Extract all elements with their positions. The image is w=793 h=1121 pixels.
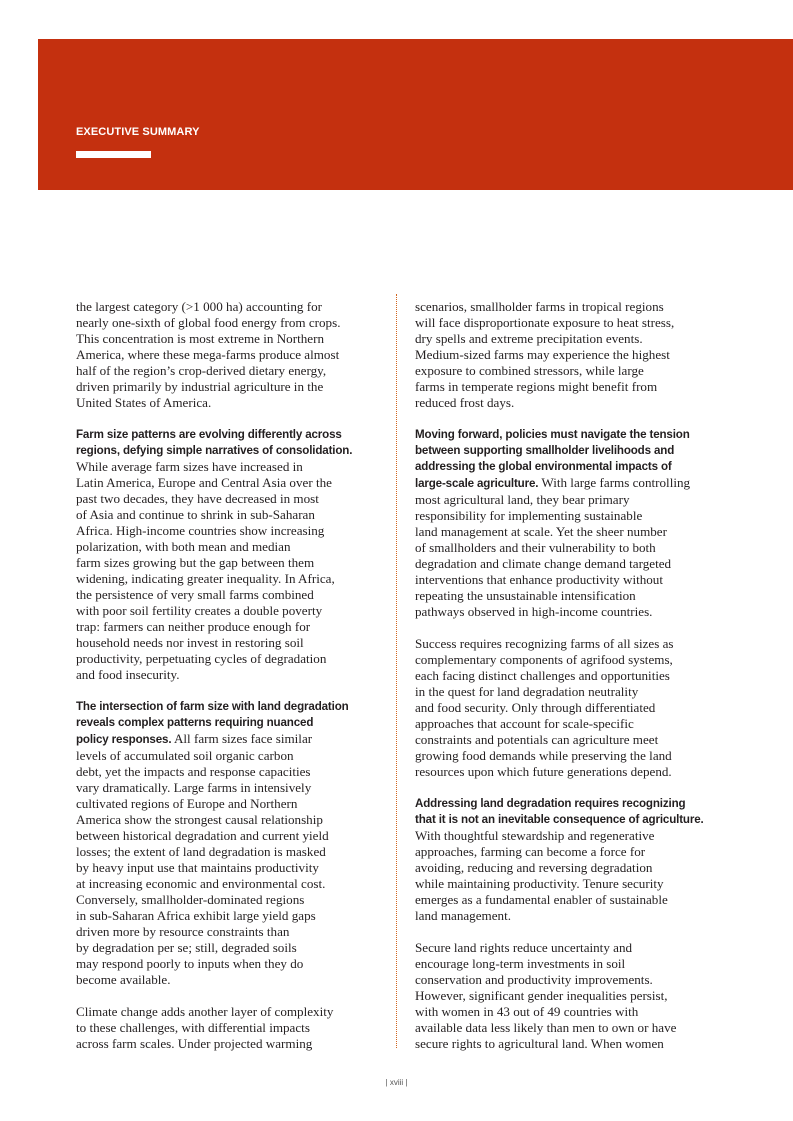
lead-text-line: between supporting smallholder livelihoods and <box>415 444 675 457</box>
text-line: responsibility for implementing sustainable <box>415 508 643 523</box>
text-line: Secure land rights reduce uncertainty and <box>415 940 633 955</box>
lead-text-line: that it is not an inevitable consequence of agriculture. <box>415 813 704 826</box>
text-line: land management. <box>415 908 511 923</box>
text-line: secure rights to agricultural land. When women <box>415 1036 664 1051</box>
text-line: Latin America, Europe and Central Asia over the <box>76 475 332 490</box>
text-line: United States of America. <box>76 395 212 410</box>
paragraph <box>76 299 386 411</box>
text-line: Success requires recognizing farms of all sizes as <box>415 636 674 651</box>
section-title: EXECUTIVE SUMMARY <box>76 126 200 138</box>
text-line: half of the region’s crop-derived dietary energy, <box>76 363 327 378</box>
lead-text-line: Moving forward, policies must navigate the tension <box>415 428 690 441</box>
text-fragment: With large farms controlling <box>538 475 691 490</box>
text-line: This concentration is most extreme in Northern <box>76 331 324 346</box>
text-line: avoiding, reducing and reversing degradation <box>415 860 653 875</box>
text-line: conservation and productivity improvements. <box>415 972 653 987</box>
text-line <box>415 475 727 492</box>
text-line: debt, yet the impacts and response capacities <box>76 764 311 779</box>
lead-text-line: addressing the global environmental impacts of <box>415 460 672 473</box>
text-line: vary dramatically. Large farms in intensively <box>76 780 312 795</box>
page-number: | xviii | <box>385 1078 408 1087</box>
text-line: interventions that enhance productivity without <box>415 572 663 587</box>
paragraph <box>76 1004 386 1052</box>
text-line: constraints and potentials can agriculture meet <box>415 732 659 747</box>
text-line: past two decades, they have decreased in most <box>76 491 319 506</box>
lead-text-line: regions, defying simple narratives of consolidation. <box>76 444 353 457</box>
left-column <box>76 299 386 1068</box>
text-line: available data less likely than men to own or have <box>415 1020 677 1035</box>
text-line: pathways observed in high-income countries. <box>415 604 653 619</box>
text-line: with poor soil fertility creates a double poverty <box>76 603 323 618</box>
text-line: will face disproportionate exposure to heat stress, <box>415 315 675 330</box>
text-line: approaches that account for scale-specific <box>415 716 634 731</box>
text-line: driven primarily by industrial agriculture in the <box>76 379 324 394</box>
paragraph <box>415 427 727 620</box>
text-line: While average farm sizes have increased in <box>76 459 303 474</box>
lead-text-line: The intersection of farm size with land degradation <box>76 700 349 713</box>
text-line: encourage long-term investments in soil <box>415 956 626 971</box>
text-line: With thoughtful stewardship and regenerative <box>415 828 655 843</box>
text-line: driven more by resource constraints than <box>76 924 290 939</box>
text-line: each facing distinct challenges and opportunities <box>415 668 670 683</box>
text-line: growing food demands while preserving the land <box>415 748 672 763</box>
text-line: emerges as a fundamental enabler of sustainable <box>415 892 668 907</box>
text-line: by heavy input use that maintains productivity <box>76 860 319 875</box>
text-line: America show the strongest causal relationship <box>76 812 323 827</box>
text-line: complementary components of agrifood systems, <box>415 652 673 667</box>
text-line: the largest category (>1 000 ha) accounting for <box>76 299 323 314</box>
text-line: with women in 43 out of 49 countries with <box>415 1004 639 1019</box>
paragraph <box>415 940 727 1052</box>
text-line: However, significant gender inequalities persist, <box>415 988 668 1003</box>
text-line <box>76 731 386 748</box>
lead-text-line: Addressing land degradation requires recognizing <box>415 797 686 810</box>
text-line: repeating the unsustainable intensification <box>415 588 636 603</box>
text-line: by degradation per se; still, degraded soils <box>76 940 297 955</box>
text-line: losses; the extent of land degradation is masked <box>76 844 326 859</box>
text-line: America, where these mega-farms produce almost <box>76 347 340 362</box>
text-line: dry spells and extreme precipitation events. <box>415 331 643 346</box>
text-line: become available. <box>76 972 171 987</box>
text-line: farm sizes growing but the gap between them <box>76 555 315 570</box>
paragraph <box>415 299 727 411</box>
text-line: degradation and climate change demand targeted <box>415 556 672 571</box>
text-line: in the quest for land degradation neutrality <box>415 684 639 699</box>
paragraph <box>76 427 386 683</box>
text-line: productivity, perpetuating cycles of degradation <box>76 651 327 666</box>
text-line: land management at scale. Yet the sheer number <box>415 524 667 539</box>
text-line: household needs nor invest in restoring soil <box>76 635 304 650</box>
text-line: at increasing economic and environmental cost. <box>76 876 326 891</box>
text-line: to these challenges, with differential impacts <box>76 1020 310 1035</box>
lead-text-fragment: policy responses. <box>76 733 172 746</box>
text-line: polarization, with both mean and median <box>76 539 291 554</box>
text-line: Medium-sized farms may experience the highest <box>415 347 670 362</box>
text-line: the persistence of very small farms combined <box>76 587 314 602</box>
text-line: and food security. Only through differentiated <box>415 700 656 715</box>
column-divider <box>396 294 397 1048</box>
text-line: most agricultural land, they bear primary <box>415 492 630 507</box>
text-line: approaches, farming can become a force for <box>415 844 646 859</box>
lead-text-fragment: large-scale agriculture. <box>415 477 539 490</box>
paragraph <box>415 796 727 924</box>
text-line: Conversely, smallholder-dominated regions <box>76 892 305 907</box>
text-line: trap: farmers can neither produce enough for <box>76 619 311 634</box>
right-column <box>415 299 727 1068</box>
text-fragment: All farm sizes face similar <box>171 731 313 746</box>
text-line: may respond poorly to inputs when they do <box>76 956 304 971</box>
lead-text-line: reveals complex patterns requiring nuanced <box>76 716 314 729</box>
text-line: farms in temperate regions might benefit from <box>415 379 658 394</box>
text-line: between historical degradation and current yield <box>76 828 329 843</box>
text-line: reduced frost days. <box>415 395 515 410</box>
text-line: scenarios, smallholder farms in tropical regions <box>415 299 664 314</box>
text-line: widening, indicating greater inequality. In Africa, <box>76 571 335 586</box>
lead-text-line: Farm size patterns are evolving differently across <box>76 428 342 441</box>
paragraph <box>415 636 727 780</box>
text-line: Africa. High-income countries show increasing <box>76 523 325 538</box>
text-line: levels of accumulated soil organic carbon <box>76 748 294 763</box>
text-line: while maintaining productivity. Tenure security <box>415 876 664 891</box>
text-line: exposure to combined stressors, while large <box>415 363 644 378</box>
text-line: and food insecurity. <box>76 667 180 682</box>
text-line: nearly one-sixth of global food energy from crops. <box>76 315 341 330</box>
text-line: resources upon which future generations depend. <box>415 764 672 779</box>
text-line: of Asia and continue to shrink in sub-Saharan <box>76 507 315 522</box>
text-line: of smallholders and their vulnerability to both <box>415 540 656 555</box>
text-line: cultivated regions of Europe and Northern <box>76 796 298 811</box>
text-line: in sub-Saharan Africa exhibit large yield gaps <box>76 908 316 923</box>
text-line: across farm scales. Under projected warming <box>76 1036 313 1051</box>
header-banner <box>38 39 793 190</box>
text-line: Climate change adds another layer of complexity <box>76 1004 334 1019</box>
title-underline-bar <box>76 151 151 158</box>
paragraph <box>76 699 386 988</box>
